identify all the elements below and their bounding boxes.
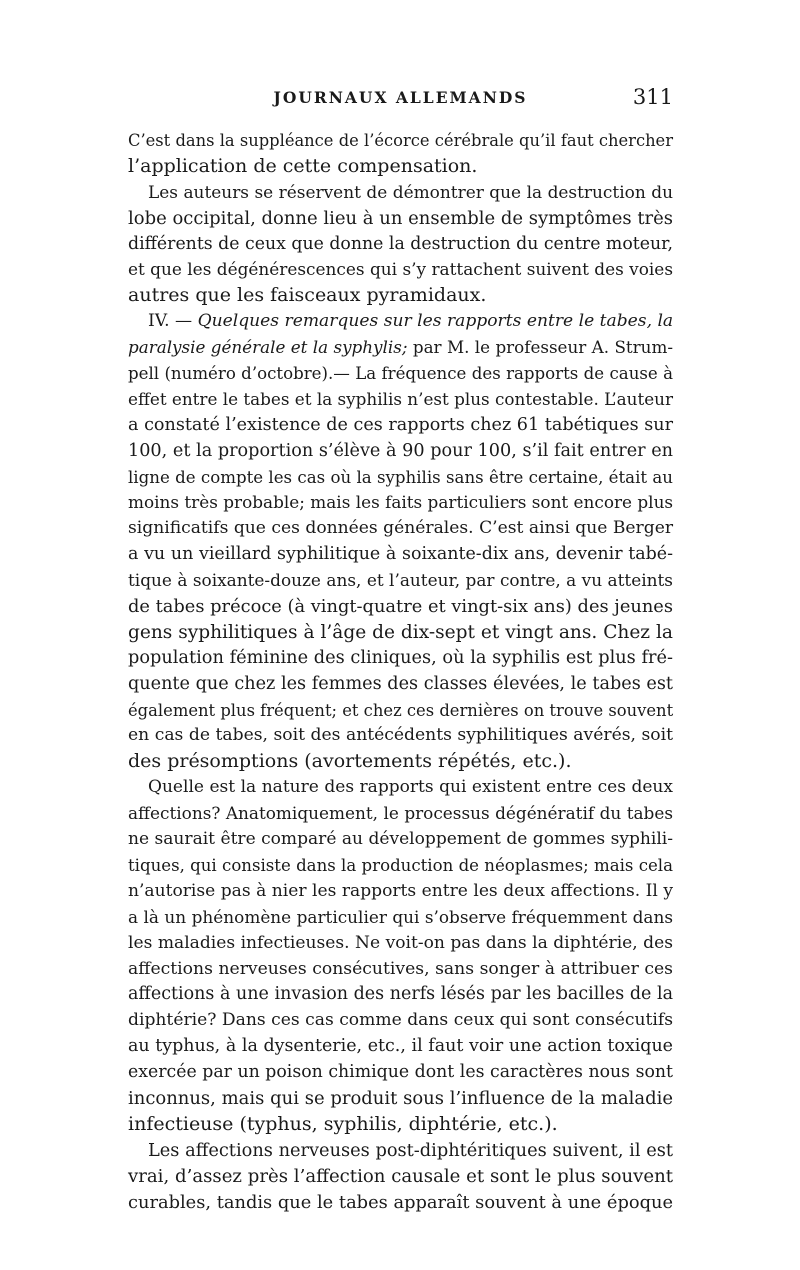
text-line: ne saurait être comparé au développement de gommes syphili- [128,829,673,850]
text-line: inconnus, mais qui se produit sous l’influence de la maladie [128,1087,673,1109]
text-line: vrai, d’assez près l’affection causale et sont le plus souvent [128,1165,673,1187]
text-line: ligne de compte les cas où la syphilis sans être certaine, était au [128,467,673,487]
section-number: IV. — [148,311,198,332]
text-line: a là un phénomène particulier qui s’observe fréquemment dans [128,906,673,927]
text-line: a vu un vieillard syphilitique à soixante-dix ans, devenir tabé- [128,544,673,565]
running-head [128,85,673,114]
article-title: Quelques remarques sur les rapports entre le tabes, la [197,311,674,332]
text-line: n’autorise pas à nier les rapports entre les deux affections. Il y [128,880,673,901]
body-text [128,128,673,1215]
text-line: Quelle est la nature des rapports qui existent entre ces deux [148,777,673,798]
running-title: JOURNAUX ALLEMANDS [273,88,528,107]
text-line: de tabes précoce (à vingt-quatre et vingt-six ans) des jeunes [128,596,673,618]
text-line: paralysie générale et la syphylis; par M. le professeur A. Strum- [128,337,673,358]
text-line: Les affections nerveuses post-diphtéritiques suivent, il est [148,1139,673,1161]
text-line: exercée par un poison chimique dont les caractères nous sont [128,1062,673,1083]
text-line: affections nerveuses consécutives, sans songer à attribuer ces [128,958,673,979]
text-line: a constaté l’existence de ces rapports chez 61 tabétiques sur [128,414,673,435]
text-line: tique à soixante-douze ans, et l’auteur, par contre, a vu atteints [128,570,673,591]
text-line: tiques, qui consiste dans la production de néoplasmes; mais cela [128,855,673,875]
text-line: curables, tandis que le tabes apparaît souvent à une époque [128,1191,673,1213]
text-line: en cas de tabes, soit des antécédents syphilitiques avérés, soit [128,725,673,746]
text-line: significatifs que ces données générales. C’est ainsi que Berger [128,518,673,539]
text-line: affections? Anatomiquement, le processus dégénératif du tabes [128,803,673,824]
text-line: lobe occipital, donne lieu à un ensemble de symptômes très [128,207,673,229]
text-line: Les auteurs se réservent de démontrer que la destruction du [148,181,673,202]
text-line: infectieuse (typhus, syphilis, diphtérie, etc.). [128,1112,558,1135]
page-number: 311 [632,85,673,109]
text-line [128,309,673,335]
text-line: différents de ceux que donne la destruction du centre moteur, [128,233,674,254]
text-line: 100, et la proportion s’élève à 90 pour 100, s’il fait entrer en [128,440,673,461]
text-line: moins très probable; mais les faits particuliers sont encore plus [128,492,674,513]
text-line: également plus fréquent; et chez ces dernières on trouve souvent [128,700,674,720]
text-line: l’application de cette compensation. [128,154,478,177]
article-title-cont: paralysie générale et la syphylis; [128,337,408,358]
text-line: quente que chez les femmes des classes élevées, le tabes est [128,673,673,694]
text-line: autres que les faisceaux pyramidaux. [128,284,487,307]
text-line: pell (numéro d’octobre).— La fréquence des rapports de cause à [128,364,673,384]
text-line: au typhus, à la dysenterie, etc., il faut voir une action toxique [128,1036,673,1057]
text-line: affections à une invasion des nerfs lésés par les bacilles de la [128,984,673,1005]
text-line: diphtérie? Dans ces cas comme dans ceux qui sont consécutifs [128,1010,673,1031]
text-line: C’est dans la suppléance de l’écorce cérébrale qu’il faut chercher [128,131,673,150]
text-line: effet entre le tabes et la syphilis n’est plus contestable. L’auteur [128,388,673,409]
text-line: des présomptions (avortements répétés, etc.). [128,750,572,773]
text-line: gens syphilitiques à l’âge de dix-sept et vingt ans. Chez la [128,621,673,643]
text-line: et que les dégénérescences qui s’y rattachent suivent des voies [128,259,673,280]
text-line: les maladies infectieuses. Ne voit-on pas dans la diphtérie, des [128,932,673,953]
text-line: population féminine des cliniques, où la syphilis est plus fré- [128,647,673,668]
